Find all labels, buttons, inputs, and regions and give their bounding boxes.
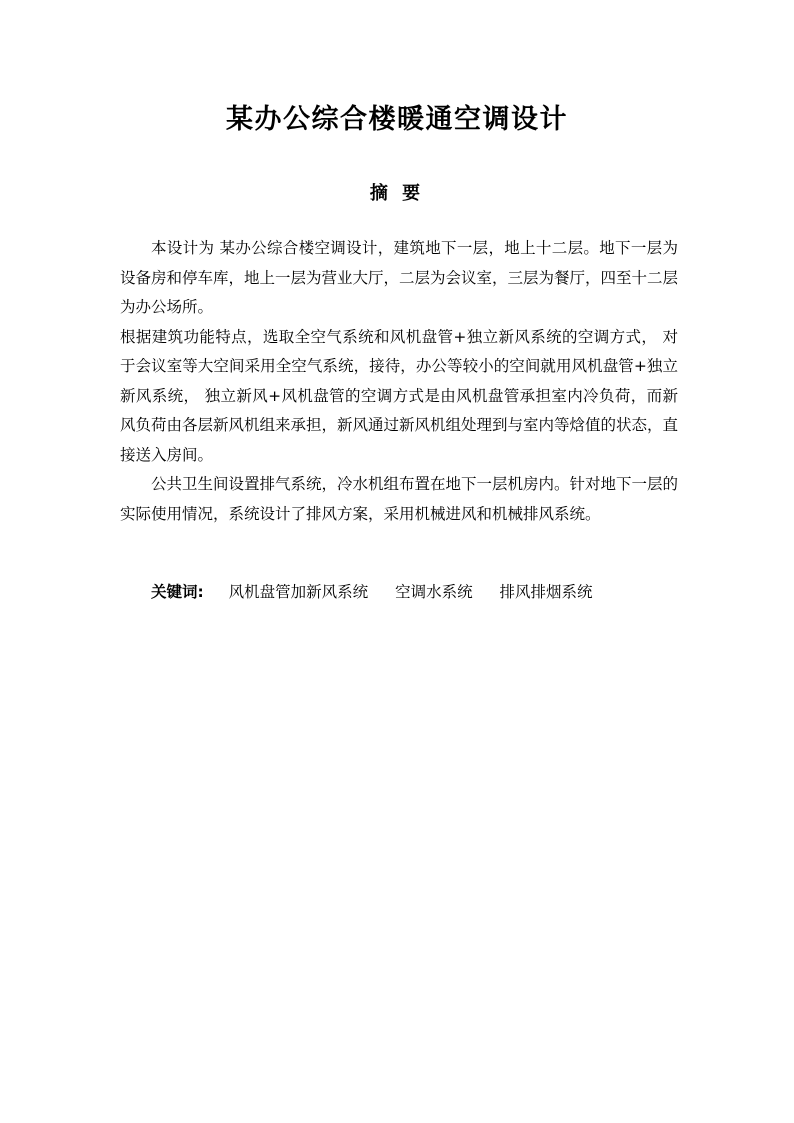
keywords-line: [151, 578, 691, 606]
abstract-paragraph-3: 公共卫生间设置排气系统，冷水机组布置在地下一层机房内。针对地下一层的实际使用情况，系统设计了排风方案，采用机械进风和机械排风系统。: [120, 475, 679, 523]
keyword-item: 排风排烟系统: [499, 583, 593, 601]
abstract-paragraph-2: 根据建筑功能特点，选取全空气系统和风机盘管+独立新风系统的空调方式， 对于会议室等大空间采用全空气系统，接待，办公等较小的空间就用风机盘管+独立新风系统， 独立新风+风机盘管的空调方式是由风机盘管承担室内冷负荷，而新风负荷由各层新风机组来承担，新风通过新风机组处理到与室内等焓值的状态，直接送入房间。: [120, 327, 679, 464]
abstract-paragraph-1: 本设计为 某办公综合楼空调设计，建筑地下一层，地上十二层。地下一层为设备房和停车库，地上一层为营业大厅，二层为会议室，三层为餐厅，四至十二层为办公场所。: [120, 239, 679, 316]
keyword-item: 风机盘管加新风系统: [228, 583, 369, 601]
keyword-item: 空调水系统: [395, 583, 473, 601]
abstract-heading: 摘 要: [369, 183, 425, 204]
keywords-label: 关键词:: [151, 583, 204, 601]
document-title: 某办公综合楼暖通空调设计: [226, 104, 568, 135]
abstract-body: [120, 234, 678, 529]
